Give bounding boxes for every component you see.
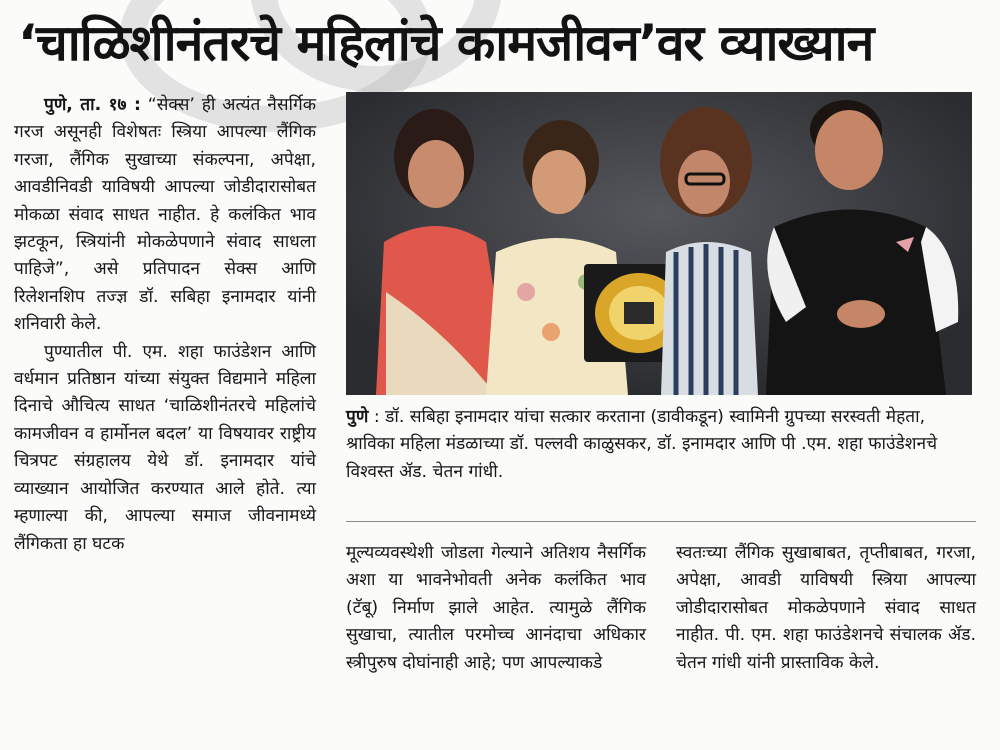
news-photo bbox=[346, 92, 972, 395]
caption-place: पुणे bbox=[346, 407, 369, 427]
paragraph: स्वतःच्या लैंगिक सुखाबाबत, तृप्तीबाबत, गरजा, अपेक्षा, आवडी याविषयी स्त्रिया आपल्या जोडीदारासोबत मोकळेपणाने संवाद साधत नाहीत. पी. एम. शहा फाउंडेशनचे संचालक ॲड. चेतन गांधी यांनी प्रास्ताविक केले. bbox=[676, 543, 976, 673]
photo-illustration bbox=[346, 92, 972, 395]
divider bbox=[346, 521, 976, 522]
paragraph: मूल्यव्यवस्थेशी जोडला गेल्याने अतिशय नैसर्गिक अशा या भावनेभोवती अनेक कलंकित भाव (टॅबू) निर्माण झाले आहेत. त्यामुळे लैंगिक सुखाचा, त्यातील परमोच्च आनंदाचा अधिकार स्त्रीपुरुष दोघांनाही आहे; पण आपल्याकडे bbox=[346, 543, 646, 673]
paragraph-text: “सेक्स’ ही अत्यंत नैसर्गिक गरज असूनही विशेषतः स्त्रिया आपल्या लैंगिक गरजा, लैंगिक सुखाच्या संकल्पना, अपेक्षा, आवडीनिवडी याविषयी आपल्या जोडीदारासोबत मोकळा संवाद साधत नाहीत. हे कलंकित भाव झटकून, स्त्रियांनी मोकळेपणाने संवाद साधला पाहिजे”, असे प्रतिपादन सेक्स आणि रिलेशनशिप तज्ज्ञ डॉ. सबिहा इनामदार यांनी शनिवारी केले. bbox=[14, 95, 316, 335]
headline: ‘चाळिशीनंतरचे महिलांचे कामजीवन’वर व्याख्यान bbox=[18, 14, 874, 72]
caption-text: : डॉ. सबिहा इनामदार यांचा सत्कार करताना (डावीकडून) स्वामिनी ग्रुपच्या सरस्वती मेहता, श्राविका महिला मंडळाच्या डॉ. पल्लवी काळुसकर, डॉ. इनामदार आणि पी .एम. शहा फाउंडेशनचे विश्‍वस्त ॲड. चेतन गांधी. bbox=[346, 407, 938, 482]
article-column-left bbox=[14, 92, 316, 558]
paragraph bbox=[14, 92, 316, 339]
paragraph: पुण्यातील पी. एम. शहा फाउंडेशन आणि वर्धमान प्रतिष्ठान यांच्या संयुक्त विद्यमाने महिला दिनाचे औचित्य साधत ‘चाळिशीनंतरचे महिलांचे कामजीवन व हार्मोनल बदल’ या विषयावर राष्ट्रीय चित्रपट संग्रहालय येथे डॉ. इनामदार यांचे व्याख्यान आयोजित करण्यात आले होते. त्या म्हणाल्या की, आपल्या समाज जीवनामध्ये लैंगिकता हा घटक bbox=[14, 341, 316, 554]
person-center-right bbox=[660, 107, 758, 395]
article-column-middle bbox=[346, 540, 646, 677]
photo-caption bbox=[346, 404, 976, 486]
article-column-right bbox=[676, 540, 976, 677]
dateline: पुणे, ता. १७ : bbox=[44, 95, 141, 115]
